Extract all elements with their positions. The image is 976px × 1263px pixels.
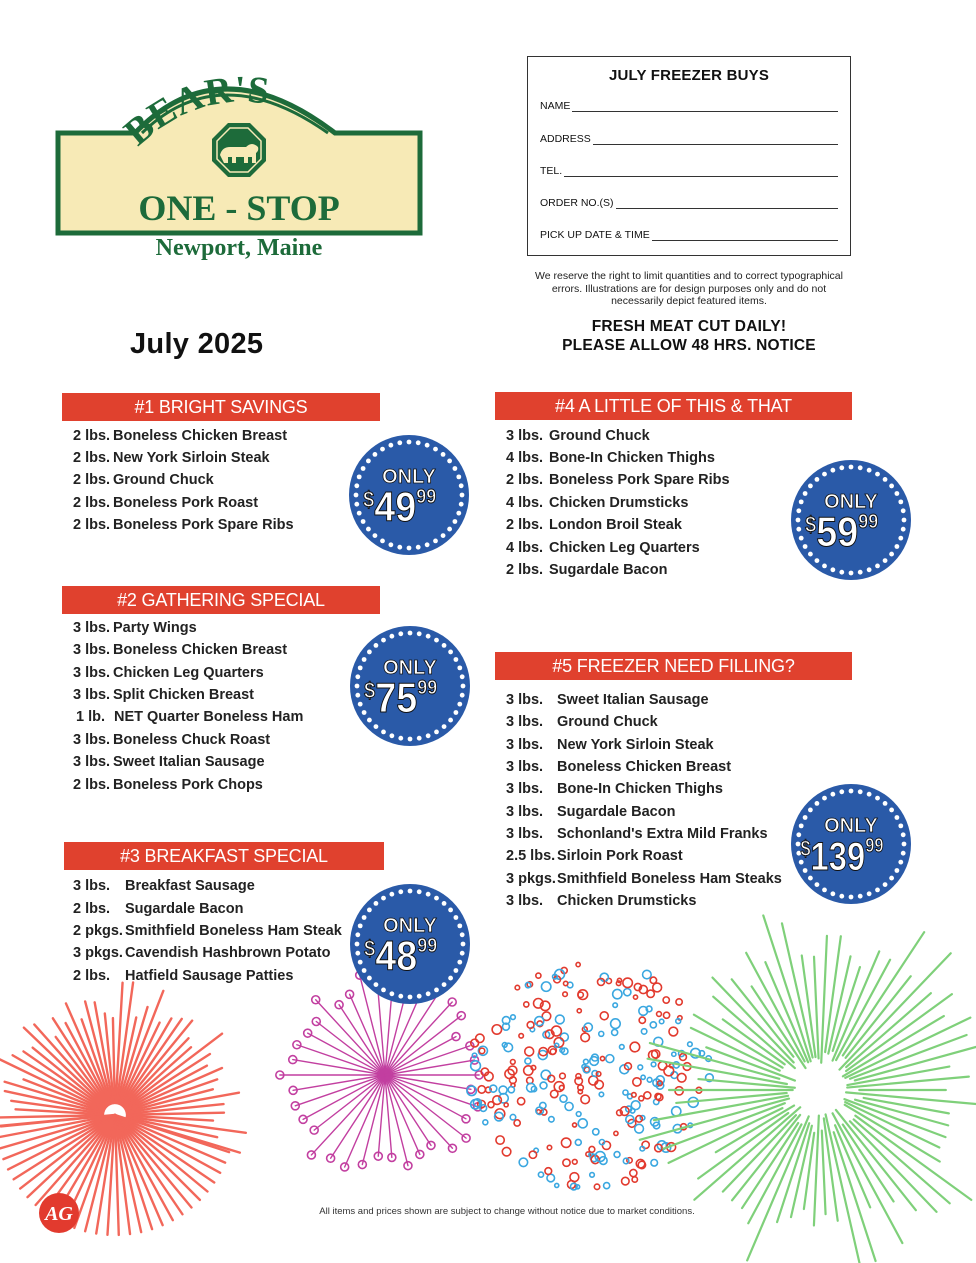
footer-note: All items and prices shown are subject to change without notice due to market conditions.: [319, 1206, 695, 1217]
list-item: 3 pkgs. Smithfield Boneless Ham Steaks: [506, 871, 782, 887]
list-item: 3 lbs. Chicken Drumsticks: [506, 893, 697, 909]
badge-only-label: ONLY: [383, 915, 437, 937]
list-item: 3 lbs. Ground Chuck: [506, 714, 658, 730]
badge-price-dollars: $^{\$}48^{99}$: [364, 933, 438, 980]
list-item: 3 lbs. Sugardale Bacon: [506, 804, 676, 820]
bear-sign-icon: [212, 123, 266, 177]
badge-only-label: ONLY: [382, 466, 436, 488]
list-item: 3 lbs. Boneless Chuck Roast: [73, 732, 271, 748]
order-form-title: JULY FREEZER BUYS: [608, 67, 770, 84]
badge-only-label: ONLY: [824, 815, 878, 837]
list-item: 2 lbs. Sugardale Bacon: [73, 901, 244, 917]
bundle-1-header: #1 BRIGHT SAVINGS: [62, 393, 380, 421]
bundle-5-price-badge: [789, 782, 913, 906]
list-item: 2 lbs. Sugardale Bacon: [506, 562, 668, 578]
logo-location: Newport, Maine: [155, 235, 323, 261]
list-item: 3 lbs. Split Chicken Breast: [73, 687, 255, 703]
badge-price-dollars: $^{\$}59^{99}$: [805, 509, 879, 556]
list-item: 2 pkgs. Smithfield Boneless Ham Steak: [73, 923, 342, 939]
list-item: 2 lbs. Boneless Pork Spare Ribs: [73, 517, 294, 533]
list-item: 3 lbs. Ground Chuck: [506, 428, 650, 444]
badge-price-dollars: $^{\$}75^{99}$: [364, 675, 438, 722]
list-item: 2 lbs. Hatfield Sausage Patties: [73, 968, 294, 984]
bundle-2-header: #2 GATHERING SPECIAL: [62, 586, 380, 614]
list-item: 3 pkgs. Cavendish Hashbrown Potato: [73, 945, 331, 961]
badge-only-label: ONLY: [383, 657, 437, 679]
logo-name-bottom: ONE - STOP: [138, 188, 340, 228]
disclaimer: We reserve the right to limit quantities and to correct typographical errors. Illustrations are for design purposes only and do not necessarily depict featured items.: [535, 270, 843, 308]
list-item: 3 lbs. Sweet Italian Sausage: [73, 754, 265, 770]
list-item: 2.5 lbs. Sirloin Pork Roast: [506, 848, 683, 864]
store-logo: [40, 55, 440, 270]
badge-price-dollars: $^{\$}139^{99}$: [800, 833, 884, 879]
list-item: 2 lbs. Boneless Pork Roast: [73, 495, 259, 511]
name-field[interactable]: NAME: [540, 100, 838, 112]
address-field[interactable]: ADDRESS: [540, 133, 838, 145]
list-item: 3 lbs. Party Wings: [73, 620, 197, 636]
list-item: 1 lb. NET Quarter Boneless Ham: [76, 709, 304, 725]
list-item: 4 lbs. Chicken Leg Quarters: [506, 540, 700, 556]
bundle-5-header: #5 FREEZER NEED FILLING?: [495, 652, 852, 680]
list-item: 3 lbs. New York Sirloin Steak: [506, 737, 714, 753]
list-item: 3 lbs. Chicken Leg Quarters: [73, 665, 264, 681]
bundle-3-header: #3 BREAKFAST SPECIAL: [64, 842, 384, 870]
bundle-4-price-badge: [789, 458, 913, 582]
list-item: 2 lbs. Boneless Pork Chops: [73, 777, 263, 793]
list-item: 3 lbs. Sweet Italian Sausage: [506, 692, 709, 708]
fresh-notice-line-1: FRESH MEAT CUT DAILY!: [591, 318, 787, 335]
bundle-1-price-badge: [347, 433, 471, 557]
list-item: 2 lbs. Ground Chuck: [73, 472, 214, 488]
list-item: 2 lbs. London Broil Steak: [506, 517, 682, 533]
month-title: July 2025: [130, 328, 264, 360]
logo-name-top: BEAR'S: [116, 68, 272, 154]
list-item: 3 lbs. Bone-In Chicken Thighs: [506, 781, 723, 797]
list-item: 2 lbs. New York Sirloin Steak: [73, 450, 270, 466]
fresh-notice-line-2: PLEASE ALLOW 48 HRS. NOTICE: [562, 337, 816, 354]
list-item: 4 lbs. Bone-In Chicken Thighs: [506, 450, 715, 466]
svg-text:AG: AG: [45, 1203, 73, 1225]
list-item: 3 lbs. Boneless Chicken Breast: [73, 642, 288, 658]
bundle-4-header: #4 A LITTLE OF THIS & THAT: [495, 392, 852, 420]
list-item: 3 lbs. Boneless Chicken Breast: [506, 759, 732, 775]
badge-only-label: ONLY: [824, 491, 878, 513]
badge-price-dollars: $^{\$}49^{99}$: [363, 484, 437, 531]
bundle-3-price-badge: [348, 882, 472, 1006]
list-item: 4 lbs. Chicken Drumsticks: [506, 495, 689, 511]
list-item: 2 lbs. Boneless Chicken Breast: [73, 428, 288, 444]
ag-logo: [38, 1192, 80, 1234]
bundle-2-price-badge: [348, 624, 472, 748]
list-item: 3 lbs. Schonland's Extra Mild Franks: [506, 826, 768, 842]
order-number-field[interactable]: ORDER NO.(S): [540, 197, 838, 209]
list-item: 3 lbs. Breakfast Sausage: [73, 878, 255, 894]
pickup-date-field[interactable]: PICK UP DATE & TIME: [540, 229, 838, 241]
list-item: 2 lbs. Boneless Pork Spare Ribs: [506, 472, 730, 488]
tel-field[interactable]: TEL.: [540, 165, 838, 177]
order-form: [527, 56, 851, 256]
